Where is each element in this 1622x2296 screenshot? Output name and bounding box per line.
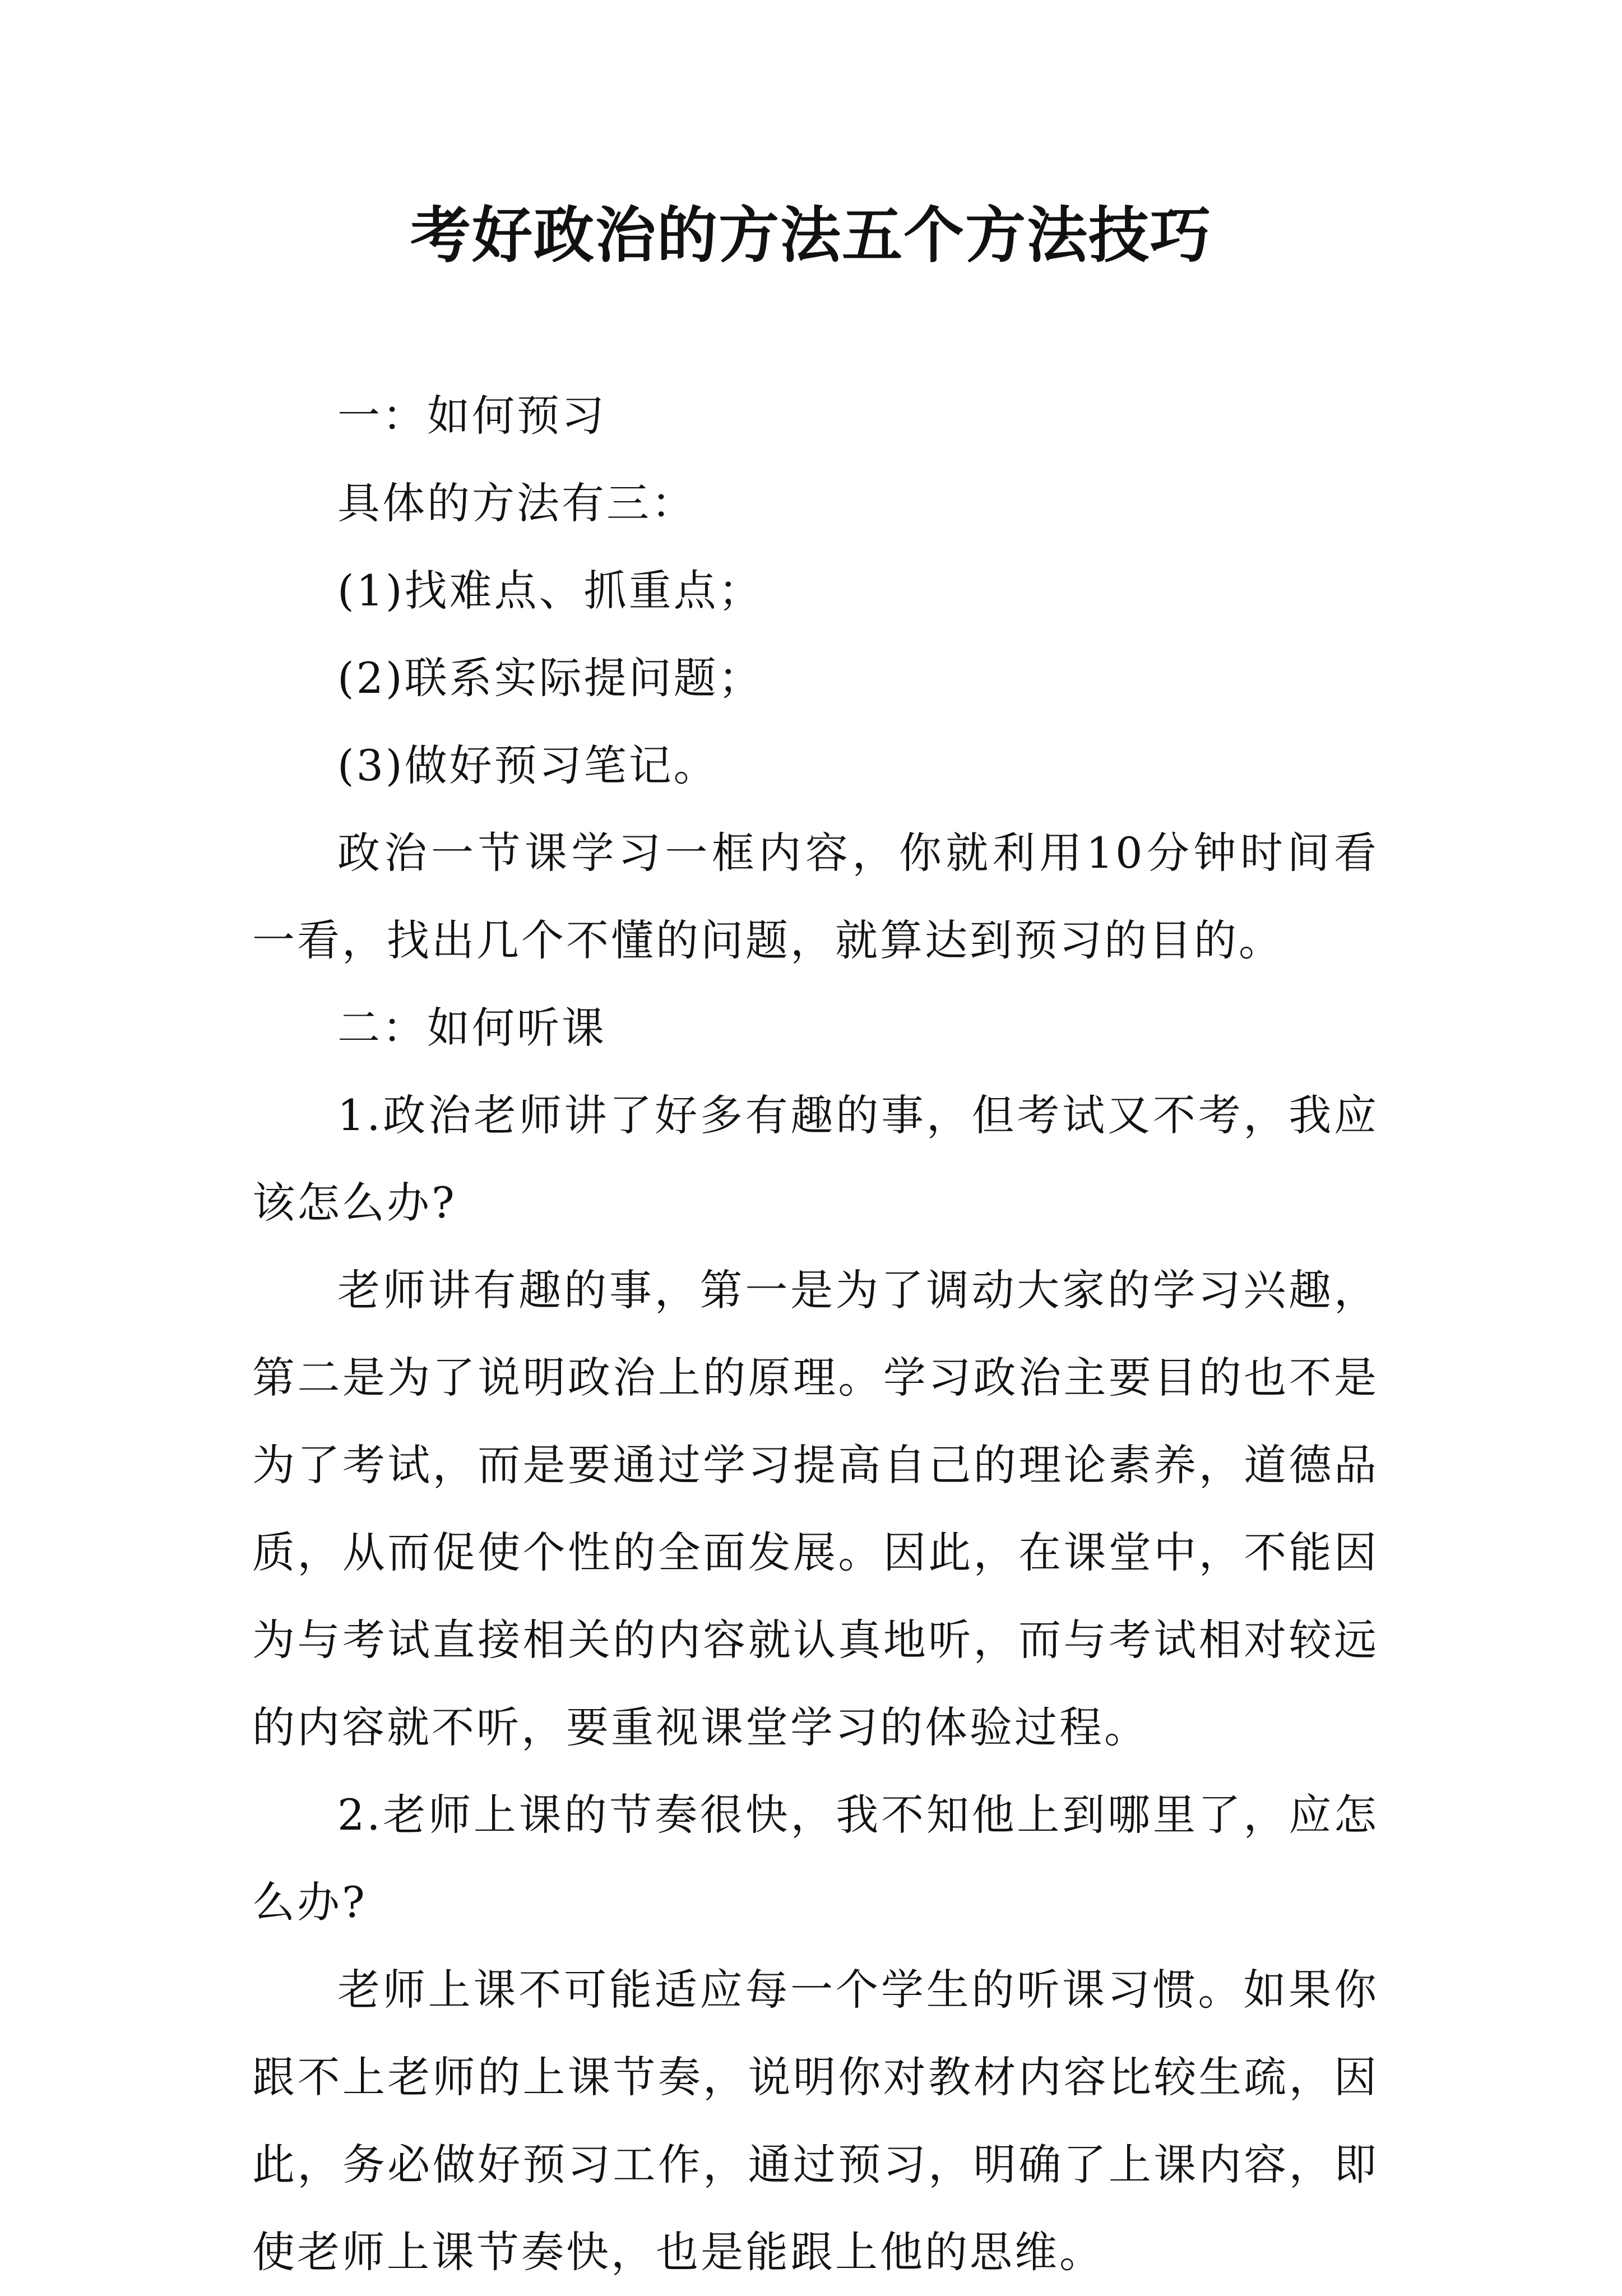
question: 2.老师上课的节奏很快，我不知他上到哪里了，应怎么办? — [252, 1790, 1379, 1927]
section-heading-listening: 二：如何听课 — [337, 1003, 606, 1053]
paragraph: 具体的方法有三： — [337, 478, 696, 528]
paragraph: 政治一节课学习一框内容，你就利用10分钟时间看一看，找出几个不懂的问题，就算达到预习的目的。 — [252, 828, 1379, 965]
list-item: (2)联系实际提问题； — [337, 653, 763, 703]
question: 1.政治老师讲了好多有趣的事，但考试又不考，我应该怎么办? — [252, 1090, 1379, 1228]
list-item: (1)找难点、抓重点； — [337, 566, 763, 615]
answer-paragraph: 老师讲有趣的事，第一是为了调动大家的学习兴趣，第二是为了说明政治上的原理。学习政治主要目的也不是为了考试，而是要通过学习提高自己的理论素养，道德品质，从而促使个性的全面发展。因此，在课堂中，不能因为与考试直接相关的内容就认真地听，而与考试相对较远的内容就不听，要重视课堂学习的体验过程。 — [252, 1265, 1379, 1752]
list-item: (3)做好预习笔记。 — [337, 740, 719, 790]
document-title: 考好政治的方法五个方法技巧 — [410, 200, 1212, 271]
section-heading-preview: 一：如何预习 — [337, 391, 606, 441]
document-body — [252, 372, 1379, 2296]
answer-paragraph: 老师上课不可能适应每一个学生的听课习惯。如果你跟不上老师的上课节奏，说明你对教材内容比较生疏，因此，务必做好预习工作，通过预习，明确了上课内容，即使老师上课节奏快，也是能跟上他的思维。 — [252, 1965, 1379, 2277]
